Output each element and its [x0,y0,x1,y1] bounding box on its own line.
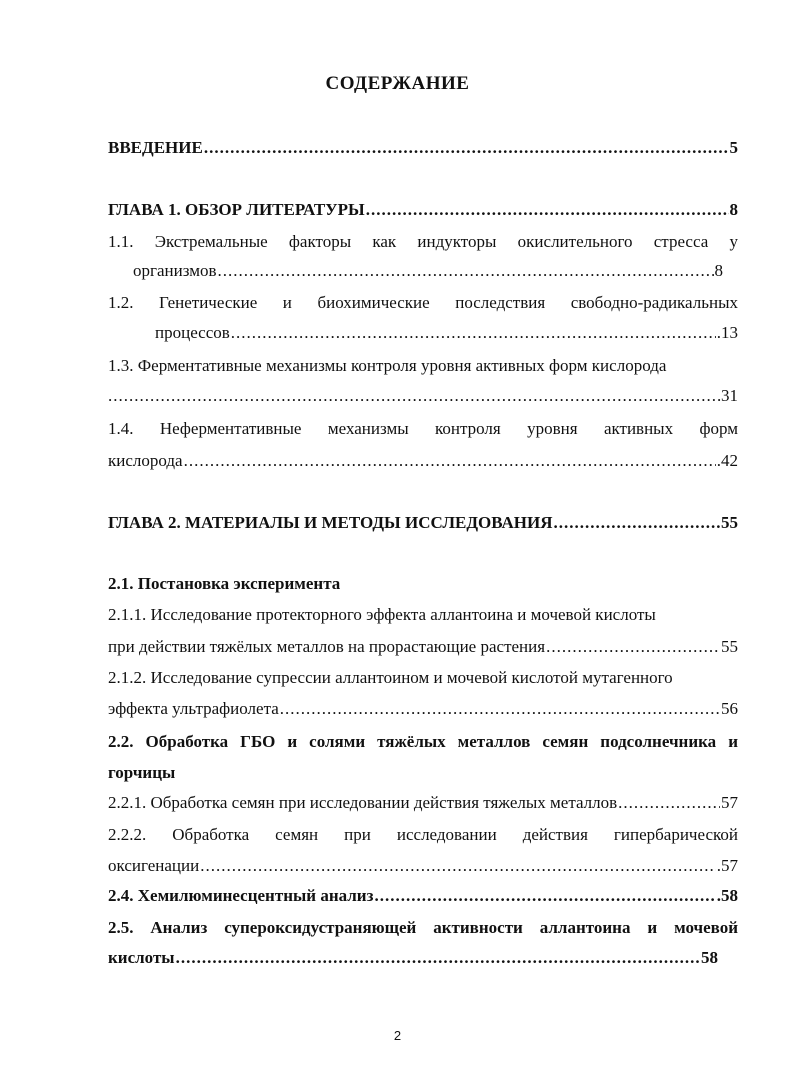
leader-dots [618,792,720,814]
page-number: 2 [393,1028,402,1043]
toc-entry-2-1-1-line2 [108,636,738,658]
toc-label: ВВЕДЕНИЕ [108,138,203,157]
leader-dots [231,322,716,344]
toc-entry-intro [108,137,738,159]
toc-entry-2-2-line2 [108,762,738,784]
toc-page: .57 [716,856,738,875]
toc-label: кислоты [108,948,175,967]
leader-dots [108,385,721,407]
toc-label: ГЛАВА 2. МАТЕРИАЛЫ И МЕТОДЫ ИССЛЕДОВАНИЯ [108,513,553,532]
toc-label: процессов [155,323,230,342]
toc-entry-2-2-2-line1 [108,824,738,846]
toc-label: 2.1.1. Исследование протекторного эффекта аллантоина и мочевой кислоты [108,605,656,624]
toc-label: оксигенации [108,856,200,875]
leader-dots [554,512,720,534]
toc-entry-1-2-line1 [108,292,738,314]
toc-entry-2-5-line2 [108,947,718,969]
toc-label: 2.5. Анализ супероксидустраняющей активности аллантоина и мочевой [108,918,738,937]
leader-dots [546,636,720,658]
toc-label: при действии тяжёлых металлов на прорастающие растения [108,637,546,656]
toc-entry-chapter2 [108,512,738,534]
toc-label: 2.1. Постановка эксперимента [108,574,341,593]
leader-dots [184,450,716,472]
leader-dots [366,199,729,221]
leader-dots [280,698,720,720]
toc-entry-2-2-1 [108,792,738,814]
toc-page: .42 [716,451,738,470]
toc-label: 2.4. Хемилюминесцентный анализ [108,886,374,905]
toc-entry-1-3-line2 [108,385,738,407]
toc-label: 2.1.2. Исследование супрессии аллантоином и мочевой кислотой мутагенного [108,668,673,687]
toc-label: горчицы [108,763,176,782]
toc-page: 55 [721,637,738,656]
toc-entry-chapter1 [108,199,738,221]
toc-page: 5 [729,138,738,157]
toc-label: 1.3. Ферментативные механизмы контроля уровня активных форм кислорода [108,356,667,375]
toc-label: 2.2.2. Обработка семян при исследовании действия гипербарической [108,825,738,844]
toc-page: .13 [716,323,738,342]
toc-entry-2-2-2-line2 [108,855,738,877]
toc-entry-1-4-line1 [108,418,738,440]
toc-entry-1-3-line1 [108,355,738,377]
toc-entry-2-2-line1 [108,731,738,753]
toc-label: ГЛАВА 1. ОБЗОР ЛИТЕРАТУРЫ [108,200,365,219]
toc-entry-2-4 [108,885,738,907]
toc-page: 8 [729,200,738,219]
toc-entry-2-1-2-line2 [108,698,738,720]
toc-entry-1-2-line2 [155,322,738,344]
toc-entry-2-1-1-line1 [108,604,738,626]
toc-label: 2.2.1. Обработка семян при исследовании действия тяжелых металлов [108,793,618,812]
toc-page: .58 [716,886,738,905]
toc-page: 57 [721,793,738,812]
toc-entry-1-1-line2 [133,260,723,282]
leader-dots [200,855,716,877]
toc-entry-2-1-2-line1 [108,667,738,689]
toc-entry-1-4-line2 [108,450,738,472]
toc-label: 2.2. Обработка ГБО и солями тяжёлых металлов семян подсолнечника и [108,732,738,751]
page-title: СОДЕРЖАНИЕ [325,73,470,94]
toc-entry-2-5-line1 [108,917,738,939]
toc-label: кислорода [108,451,183,470]
toc-label: организмов [133,261,217,280]
toc-page: 55 [721,513,738,532]
leader-dots [204,137,729,159]
toc-page: 8 [714,261,723,280]
toc-label: 1.4. Неферментативные механизмы контроля уровня активных форм [108,419,738,438]
toc-page: 58 [701,948,718,967]
leader-dots [217,260,713,282]
toc-label: 1.2. Генетические и биохимические последствия свободно-радикальных [108,293,738,312]
toc-label: эффекта ультрафиолета [108,699,279,718]
toc-page: 56 [721,699,738,718]
toc-entry-2-1 [108,573,738,595]
toc-page: 31 [721,386,738,405]
toc-label: 1.1. Экстремальные факторы как индукторы окислительного стресса у [108,232,738,251]
toc-entry-1-1-line1 [108,231,738,253]
leader-dots [374,885,715,907]
leader-dots [176,947,700,969]
